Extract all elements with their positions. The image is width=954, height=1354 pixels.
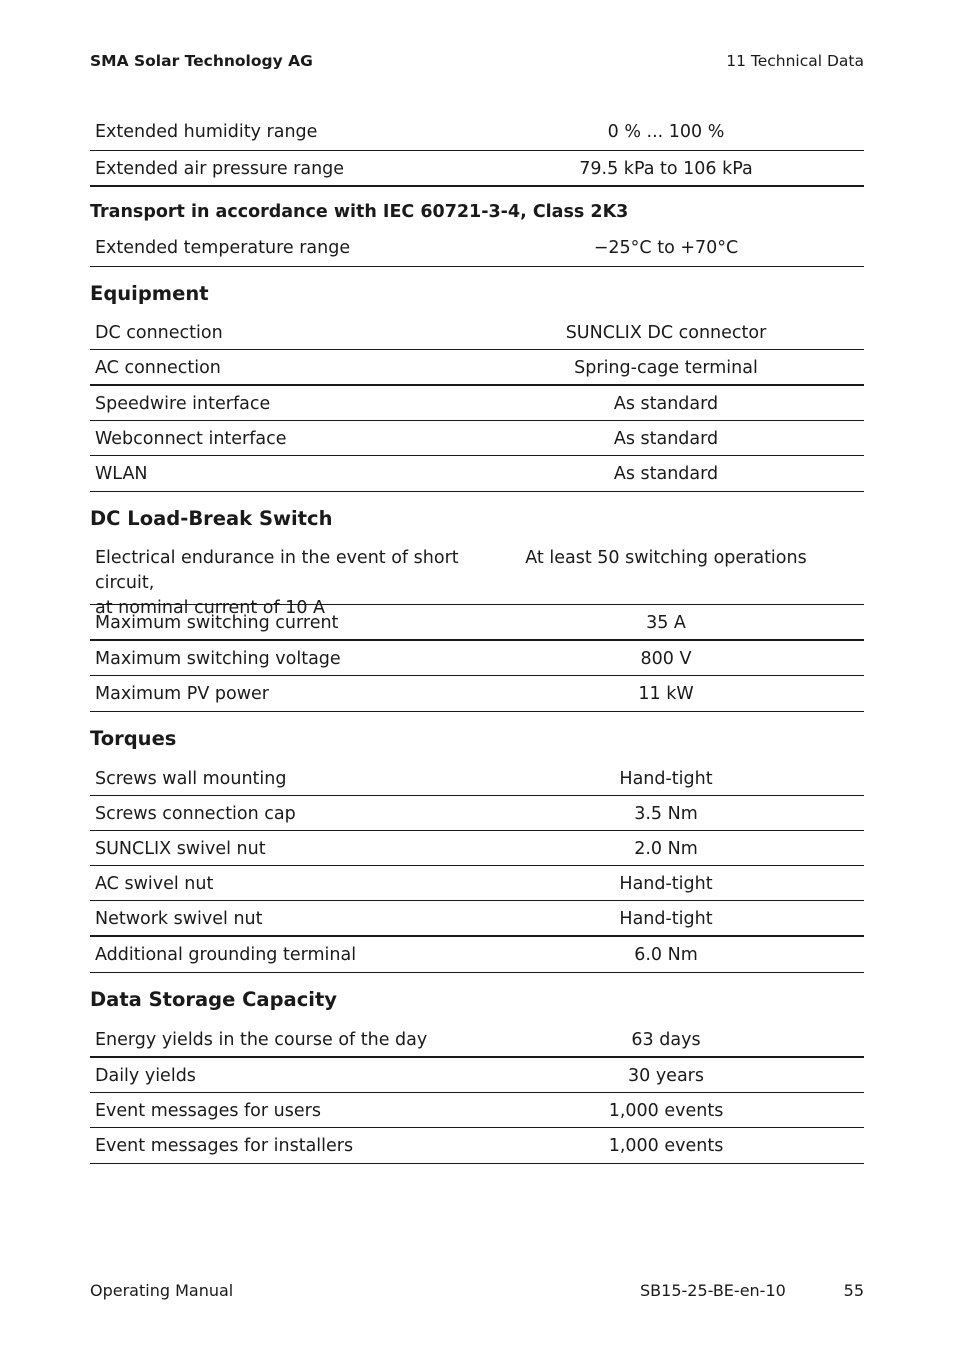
row-value: 11 kW <box>638 684 694 704</box>
row-value: Spring-cage terminal <box>574 358 758 378</box>
table-row <box>90 937 864 973</box>
row-label: Extended temperature range <box>95 238 351 258</box>
table-row <box>90 1128 864 1164</box>
table-row <box>90 315 864 350</box>
row-label: Screws connection cap <box>95 804 296 824</box>
table-row <box>90 1058 864 1093</box>
row-value: Hand-tight <box>619 874 713 894</box>
table-row <box>90 641 864 676</box>
row-label: Daily yields <box>95 1066 196 1086</box>
row-value: 35 A <box>646 613 686 633</box>
row-label: Additional grounding terminal <box>95 945 357 965</box>
row-value: 3.5 Nm <box>634 804 698 824</box>
technical-data-table <box>90 114 864 1164</box>
row-label-line2: at nominal current of 10 A <box>95 598 326 618</box>
section-title-transport: Transport in accordance with IEC 60721-3-4, Class 2K3 <box>90 202 629 222</box>
section-title-storage: Data Storage Capacity <box>90 988 337 1011</box>
footer-manual: Operating Manual <box>90 1281 234 1300</box>
table-row <box>90 676 864 712</box>
row-value: 2.0 Nm <box>634 839 698 859</box>
table-row <box>90 421 864 456</box>
row-label: WLAN <box>95 464 148 484</box>
row-label: SUNCLIX swivel nut <box>95 839 266 859</box>
row-value: Hand-tight <box>619 909 713 929</box>
table-row <box>90 831 864 866</box>
row-value: 6.0 Nm <box>634 945 698 965</box>
row-label: Speedwire interface <box>95 394 271 414</box>
table-row <box>90 761 864 796</box>
row-label: Maximum switching current <box>95 613 339 633</box>
header-chapter: 11 Technical Data <box>726 52 864 70</box>
table-row <box>90 151 864 187</box>
table-row <box>90 456 864 492</box>
row-label: Network swivel nut <box>95 909 263 929</box>
table-row <box>90 350 864 386</box>
row-value: As standard <box>613 464 719 484</box>
table-row <box>90 901 864 937</box>
row-label: Maximum PV power <box>95 684 269 704</box>
row-label: AC swivel nut <box>95 874 214 894</box>
row-value: 1,000 events <box>608 1101 724 1121</box>
row-label-line1: Electrical endurance in the event of short circuit, <box>95 548 459 593</box>
row-value: Hand-tight <box>619 769 713 789</box>
row-label: DC connection <box>95 323 223 343</box>
row-value: 63 days <box>631 1030 701 1050</box>
row-value: At least 50 switching operations <box>525 548 807 568</box>
section-title-torques: Torques <box>90 727 177 750</box>
table-row <box>90 386 864 421</box>
table-row <box>90 230 864 267</box>
row-label: Maximum switching voltage <box>95 649 341 669</box>
table-row <box>90 866 864 901</box>
row-value: 79.5 kPa to 106 kPa <box>579 159 753 179</box>
row-label: Event messages for installers <box>95 1136 354 1156</box>
row-value: 800 V <box>640 649 692 669</box>
row-label: Extended humidity range <box>95 122 318 142</box>
section-title-dc-switch: DC Load-Break Switch <box>90 507 333 530</box>
header-company: SMA Solar Technology AG <box>90 52 313 70</box>
section-title-equipment: Equipment <box>90 282 209 305</box>
row-value: 0 % ... 100 % <box>607 122 725 142</box>
table-row <box>90 114 864 151</box>
table-row <box>90 1093 864 1128</box>
row-label: Webconnect interface <box>95 429 287 449</box>
table-row <box>90 540 864 618</box>
row-value: −25°C to +70°C <box>593 238 739 258</box>
row-value: As standard <box>613 394 719 414</box>
row-value: SUNCLIX DC connector <box>565 323 767 343</box>
table-row <box>90 605 864 641</box>
row-label: Energy yields in the course of the day <box>95 1030 428 1050</box>
row-value: 30 years <box>628 1066 704 1086</box>
table-row <box>90 796 864 831</box>
row-label: Event messages for users <box>95 1101 321 1121</box>
row-label: AC connection <box>95 358 221 378</box>
row-label: Extended air pressure range <box>95 159 345 179</box>
row-label: Screws wall mounting <box>95 769 287 789</box>
row-value: 1,000 events <box>608 1136 724 1156</box>
page-number: 55 <box>843 1281 864 1300</box>
footer-doc-id: SB15-25-BE-en-10 <box>640 1281 786 1300</box>
table-row <box>90 1022 864 1058</box>
row-value: As standard <box>613 429 719 449</box>
